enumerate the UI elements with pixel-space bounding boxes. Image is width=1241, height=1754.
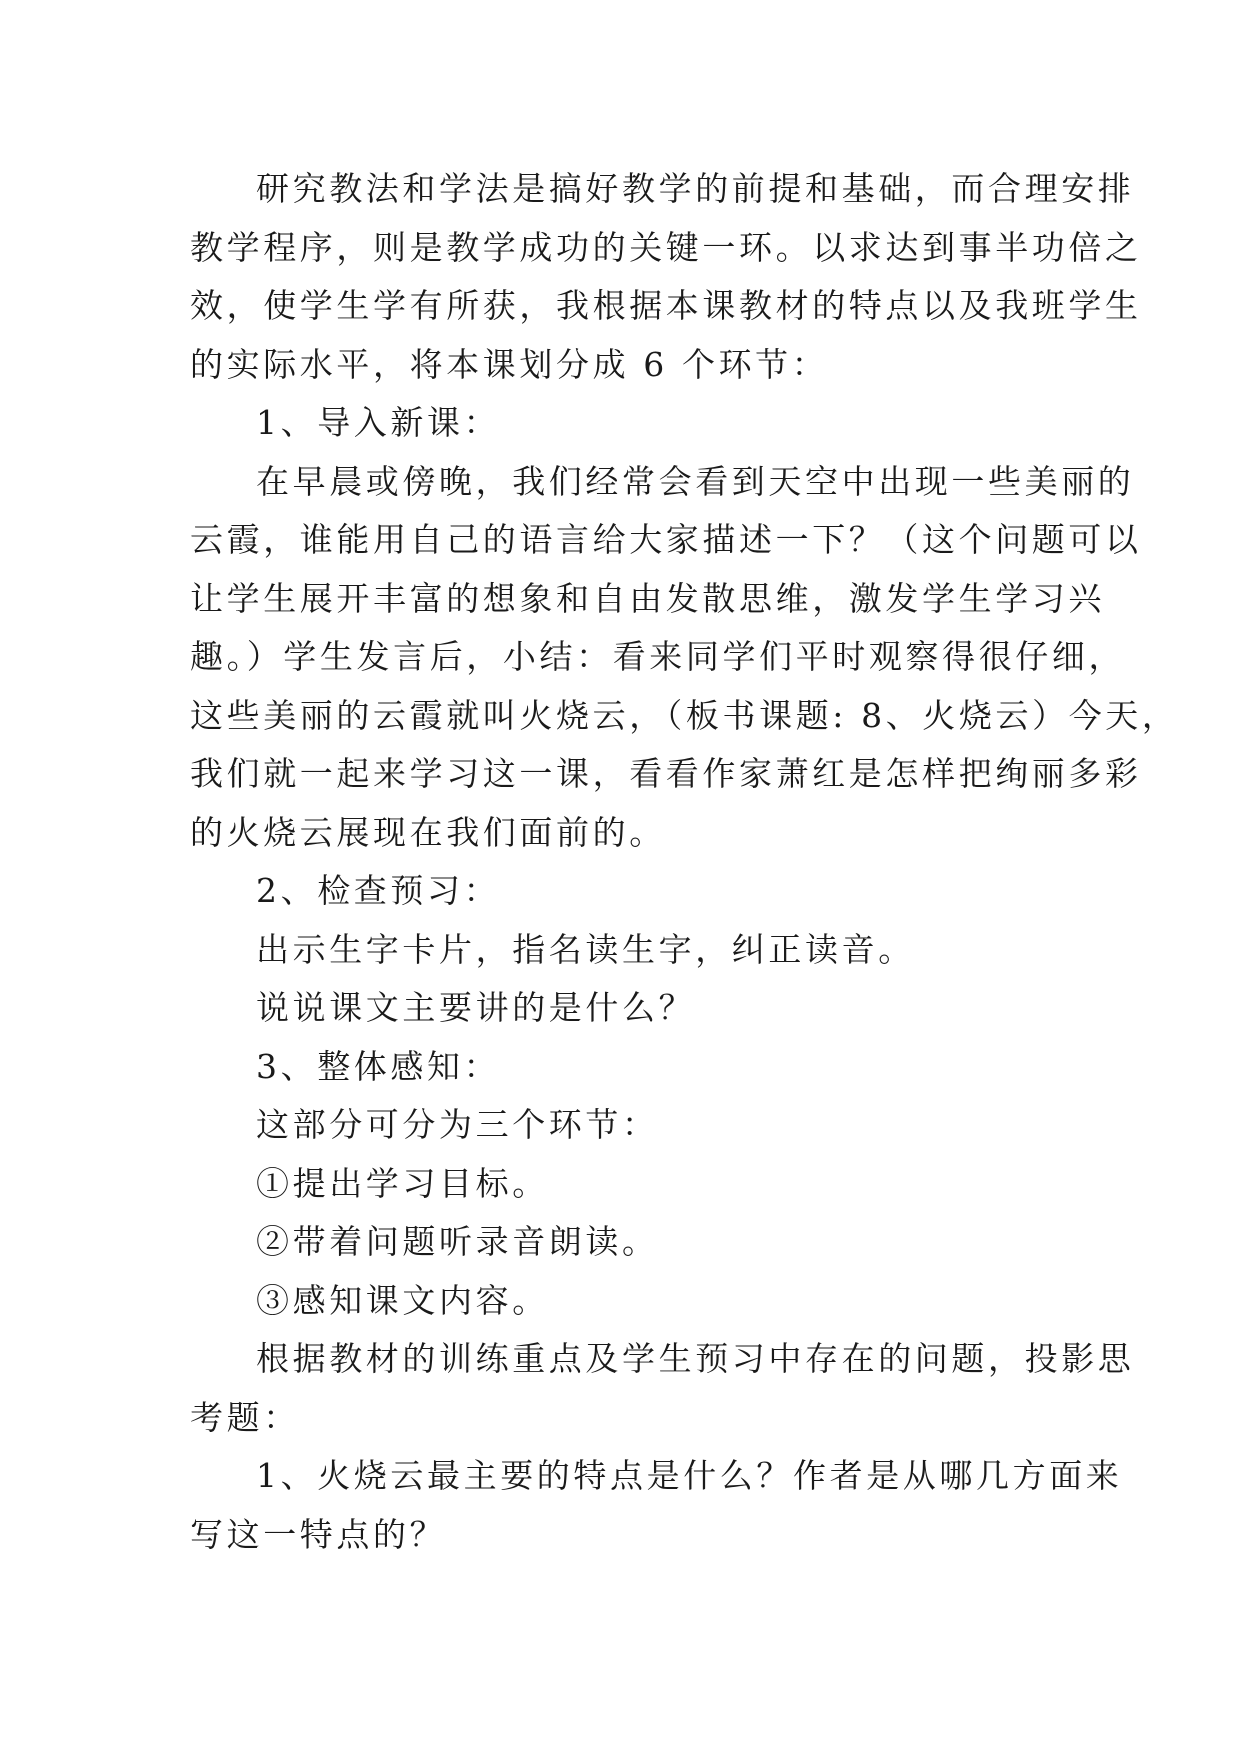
text-line: 让学生展开丰富的想象和自由发散思维，激发学生学习兴: [190, 578, 1105, 618]
text-line: 研究教法和学法是搞好教学的前提和基础，而合理安排: [256, 169, 1135, 208]
text-line: 教学程序，则是教学成功的关键一环。以求达到事半功倍之: [190, 227, 1142, 267]
text-line: 云霞，谁能用自己的语言给大家描述一下？（这个问题可以: [190, 520, 1142, 559]
text-line: 这部分可分为三个环节：: [256, 1105, 659, 1144]
text-line: 1、导入新课：: [256, 403, 501, 442]
list-item-step-2: [190, 1213, 1050, 1272]
section-heading-1: [190, 394, 1050, 453]
paragraph-preview-cards: [190, 921, 1050, 980]
text-line: 这些美丽的云霞就叫火烧云，（板书课题: 8、火烧云）今天，: [190, 695, 1179, 735]
text-line: 根据教材的训练重点及学生预习中存在的问题，投影思: [256, 1339, 1135, 1378]
text-line: 1、火烧云最主要的特点是什么？作者是从哪几方面来: [256, 1456, 1123, 1495]
text-line: 的火烧云展现在我们面前的。: [190, 812, 666, 852]
text-line: 我们就一起来学习这一课，看看作家萧红是怎样把绚丽多彩: [190, 754, 1142, 793]
text-line: 3、整体感知：: [256, 1046, 501, 1086]
document-body: [190, 160, 1179, 1564]
text-line: ③感知课文内容。: [256, 1280, 549, 1320]
text-line: 考题：: [190, 1397, 300, 1437]
text-line: 在早晨或傍晚，我们经常会看到天空中出现一些美丽的: [256, 461, 1135, 501]
text-line: 写这一特点的？: [190, 1514, 447, 1554]
text-line: 效，使学生学有所获，我根据本课教材的特点以及我班学生: [190, 286, 1142, 325]
text-line: ②带着问题听录音朗读。: [256, 1222, 659, 1261]
section-heading-3: [190, 1038, 1050, 1097]
list-item-step-1: [190, 1155, 1050, 1214]
text-line: 出示生字卡片，指名读生字，纠正读音。: [256, 929, 915, 969]
text-line: 的实际水平，将本课划分成 6 个环节：: [190, 344, 829, 384]
text-line: 2、检查预习：: [256, 871, 501, 910]
paragraph-intro-lesson: [190, 453, 1179, 863]
paragraph-projection-questions: [190, 1330, 1135, 1447]
question-item-1: [190, 1447, 1123, 1564]
text-line: ①提出学习目标。: [256, 1163, 549, 1203]
paragraph-preview-summary: [190, 979, 1050, 1038]
list-item-step-3: [190, 1272, 1050, 1331]
text-line: 说说课文主要讲的是什么？: [256, 988, 696, 1027]
paragraph-intro: [190, 160, 1142, 394]
paragraph-three-steps: [190, 1096, 1050, 1155]
section-heading-2: [190, 862, 1050, 921]
text-line: 趣。）学生发言后，小结：看来同学们平时观察得很仔细，: [190, 637, 1126, 676]
